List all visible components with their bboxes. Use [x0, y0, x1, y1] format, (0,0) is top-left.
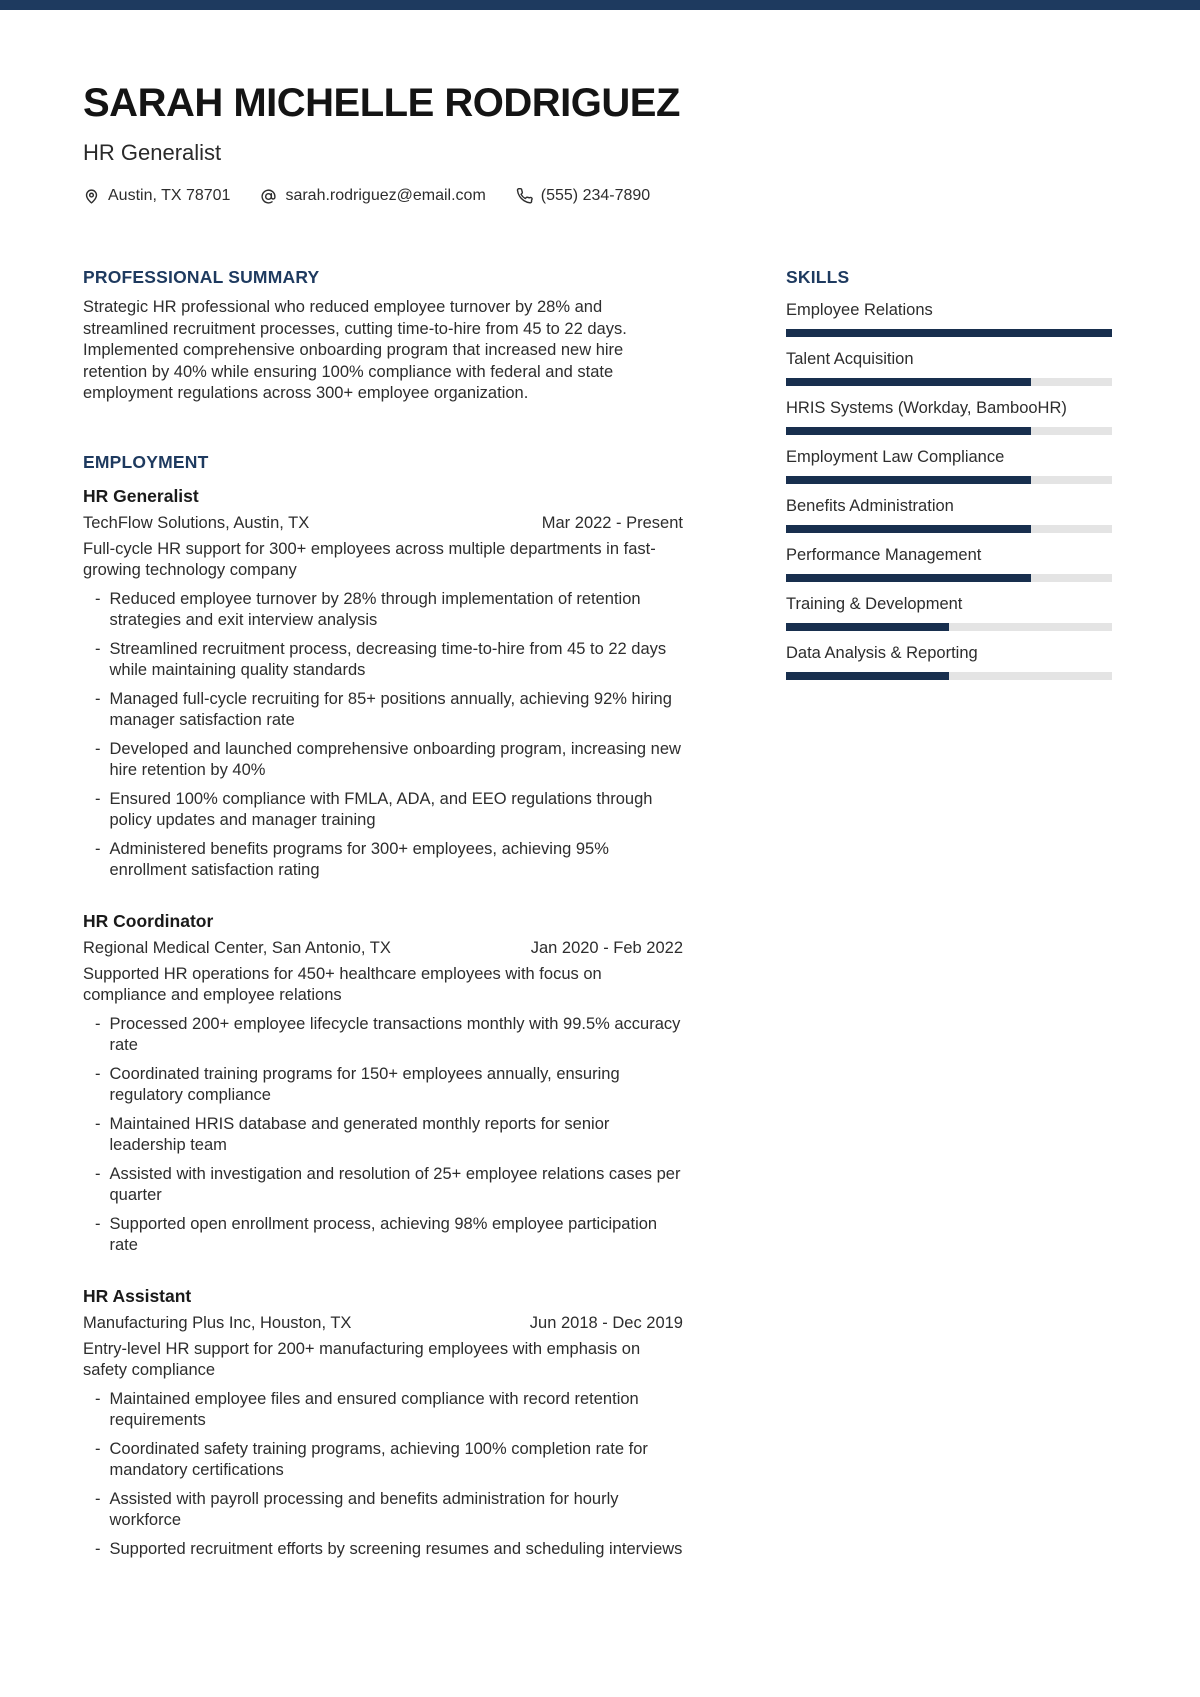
- job-meta: [83, 1314, 683, 1333]
- job-meta: [83, 514, 683, 533]
- skill-bar-fill: [786, 476, 1031, 484]
- skill-bar-fill: [786, 378, 1031, 386]
- job-bullet: [83, 639, 683, 682]
- skill-bar-track: [786, 329, 1112, 337]
- job-bullet: [83, 1014, 683, 1057]
- person-title: HR Generalist: [83, 140, 222, 166]
- skill-bar-fill: [786, 672, 949, 680]
- skills-list: [786, 300, 1112, 680]
- job-bullet-list: [83, 1389, 683, 1561]
- main-column: [83, 267, 683, 1560]
- job-bullet: [83, 1214, 683, 1257]
- bullet-dash: -: [95, 1539, 101, 1558]
- skill-bar-track: [786, 378, 1112, 386]
- job-bullet: [83, 1164, 683, 1207]
- skill-label: Performance Management: [786, 546, 982, 565]
- job-title: HR Assistant: [83, 1285, 192, 1306]
- job-bullet: [83, 1389, 683, 1432]
- contact-email-text: sarah.rodriguez@email.com: [285, 187, 486, 205]
- bullet-dash: -: [95, 739, 101, 758]
- job-entry: [83, 486, 683, 882]
- skill-bar-track: [786, 672, 1112, 680]
- content-columns: [83, 267, 1112, 1560]
- contact-row: [83, 187, 1112, 205]
- bullet-text: Ensured 100% compliance with FMLA, ADA, and EEO regulations through policy updates and manager training: [109, 789, 653, 830]
- job-dates: Jan 2020 - Feb 2022: [530, 938, 683, 957]
- contact-location-text: Austin, TX 78701: [108, 187, 231, 205]
- job-bullet: [83, 589, 683, 632]
- bullet-text: Reduced employee turnover by 28% through implementation of retention strategies and exit interview analysis: [109, 589, 641, 630]
- job-description: Full-cycle HR support for 300+ employees across multiple departments in fast-growing technology company: [83, 539, 656, 580]
- bullet-dash: -: [95, 689, 101, 708]
- bullet-text: Assisted with investigation and resolution of 25+ employee relations cases per quarter: [109, 1164, 681, 1205]
- bullet-dash: -: [95, 1114, 101, 1133]
- map-pin-icon: [83, 188, 100, 205]
- bullet-text: Coordinated safety training programs, achieving 100% completion rate for mandatory certifications: [109, 1439, 648, 1480]
- job-bullet: [83, 739, 683, 782]
- top-accent-bar: [0, 0, 1200, 10]
- job-bullet: [83, 839, 683, 882]
- bullet-dash: -: [95, 1389, 101, 1408]
- skill-label: HRIS Systems (Workday, BambooHR): [786, 399, 1067, 418]
- skill-label: Benefits Administration: [786, 497, 954, 516]
- skill-item: [786, 398, 1112, 435]
- contact-phone-text: (555) 234-7890: [540, 187, 651, 205]
- skill-item: [786, 349, 1112, 386]
- bullet-dash: -: [95, 589, 101, 608]
- job-bullet: [83, 1539, 683, 1561]
- job-title: HR Coordinator: [83, 910, 214, 931]
- skill-item: [786, 545, 1112, 582]
- skill-bar-track: [786, 525, 1112, 533]
- job-company: Regional Medical Center, San Antonio, TX: [83, 938, 391, 957]
- skill-bar-track: [786, 476, 1112, 484]
- bullet-dash: -: [95, 1014, 101, 1033]
- bullet-dash: -: [95, 789, 101, 808]
- skill-bar-fill: [786, 574, 1031, 582]
- job-company: TechFlow Solutions, Austin, TX: [83, 513, 310, 532]
- job-bullet-list: [83, 1014, 683, 1257]
- bullet-text: Processed 200+ employee lifecycle transactions monthly with 99.5% accuracy rate: [109, 1014, 681, 1055]
- skill-bar-fill: [786, 329, 1112, 337]
- at-sign-icon: [260, 188, 277, 205]
- contact-phone: [516, 187, 650, 205]
- side-column: [786, 267, 1112, 692]
- skill-label: Training & Development: [786, 595, 963, 614]
- skill-bar-track: [786, 574, 1112, 582]
- bullet-text: Supported open enrollment process, achieving 98% employee participation rate: [109, 1214, 658, 1255]
- bullet-dash: -: [95, 1214, 101, 1233]
- bullet-text: Coordinated training programs for 150+ employees annually, ensuring regulatory compliance: [109, 1064, 620, 1105]
- contact-email: [260, 187, 485, 205]
- employment-list: [83, 486, 683, 1561]
- job-meta: [83, 939, 683, 958]
- job-company: Manufacturing Plus Inc, Houston, TX: [83, 1313, 352, 1332]
- skill-item: [786, 496, 1112, 533]
- phone-icon: [516, 188, 533, 205]
- job-entry: [83, 1286, 683, 1561]
- bullet-text: Maintained HRIS database and generated monthly reports for senior leadership team: [109, 1114, 610, 1155]
- skill-bar-track: [786, 623, 1112, 631]
- skills-heading: SKILLS: [786, 267, 850, 288]
- bullet-text: Assisted with payroll processing and benefits administration for hourly workforce: [109, 1489, 619, 1530]
- bullet-text: Maintained employee files and ensured compliance with record retention requirements: [109, 1389, 639, 1430]
- skill-label: Employee Relations: [786, 301, 933, 320]
- bullet-dash: -: [95, 1064, 101, 1083]
- job-description: Supported HR operations for 450+ healthcare employees with focus on compliance and employee relations: [83, 964, 602, 1005]
- skill-item: [786, 300, 1112, 337]
- job-bullet: [83, 689, 683, 732]
- bullet-dash: -: [95, 1489, 101, 1508]
- skill-bar-track: [786, 427, 1112, 435]
- skill-bar-fill: [786, 427, 1031, 435]
- bullet-dash: -: [95, 839, 101, 858]
- job-dates: Mar 2022 - Present: [541, 513, 683, 532]
- job-bullet: [83, 1114, 683, 1157]
- job-title: HR Generalist: [83, 485, 199, 506]
- bullet-text: Supported recruitment efforts by screening resumes and scheduling interviews: [109, 1539, 683, 1558]
- employment-heading: EMPLOYMENT: [83, 451, 209, 472]
- job-dates: Jun 2018 - Dec 2019: [529, 1313, 683, 1332]
- bullet-dash: -: [95, 1164, 101, 1183]
- job-entry: [83, 911, 683, 1257]
- resume-page: [0, 10, 1200, 1600]
- bullet-dash: -: [95, 639, 101, 658]
- contact-location: [83, 187, 230, 205]
- summary-text: Strategic HR professional who reduced employee turnover by 28% and streamlined recruitment processes, cutting time-to-hire from 45 to 22 days. Implemented comprehensive onboarding program that increased new hire retention by 40% while ensuring 100% compliance with federal and state employment regulations across 300+ employee organization.: [83, 298, 627, 403]
- bullet-text: Streamlined recruitment process, decreasing time-to-hire from 45 to 22 days while maintaining quality standards: [109, 639, 667, 680]
- skill-item: [786, 643, 1112, 680]
- person-name: SARAH MICHELLE RODRIGUEZ: [83, 81, 680, 125]
- bullet-text: Developed and launched comprehensive onboarding program, increasing new hire retention by 40%: [109, 739, 681, 780]
- skill-label: Data Analysis & Reporting: [786, 644, 978, 663]
- skill-label: Employment Law Compliance: [786, 448, 1005, 467]
- job-bullet: [83, 1489, 683, 1532]
- summary-heading: PROFESSIONAL SUMMARY: [83, 267, 320, 288]
- job-bullet: [83, 1064, 683, 1107]
- job-description: Entry-level HR support for 200+ manufacturing employees with emphasis on safety compliance: [83, 1339, 641, 1380]
- job-bullet: [83, 789, 683, 832]
- skill-bar-fill: [786, 623, 949, 631]
- job-bullet-list: [83, 589, 683, 882]
- job-bullet: [83, 1439, 683, 1482]
- skill-label: Talent Acquisition: [786, 350, 914, 369]
- bullet-text: Administered benefits programs for 300+ employees, achieving 95% enrollment satisfaction rating: [109, 839, 609, 880]
- skill-bar-fill: [786, 525, 1031, 533]
- bullet-text: Managed full-cycle recruiting for 85+ positions annually, achieving 92% hiring manager satisfaction rate: [109, 689, 672, 730]
- bullet-dash: -: [95, 1439, 101, 1458]
- skill-item: [786, 447, 1112, 484]
- skill-item: [786, 594, 1112, 631]
